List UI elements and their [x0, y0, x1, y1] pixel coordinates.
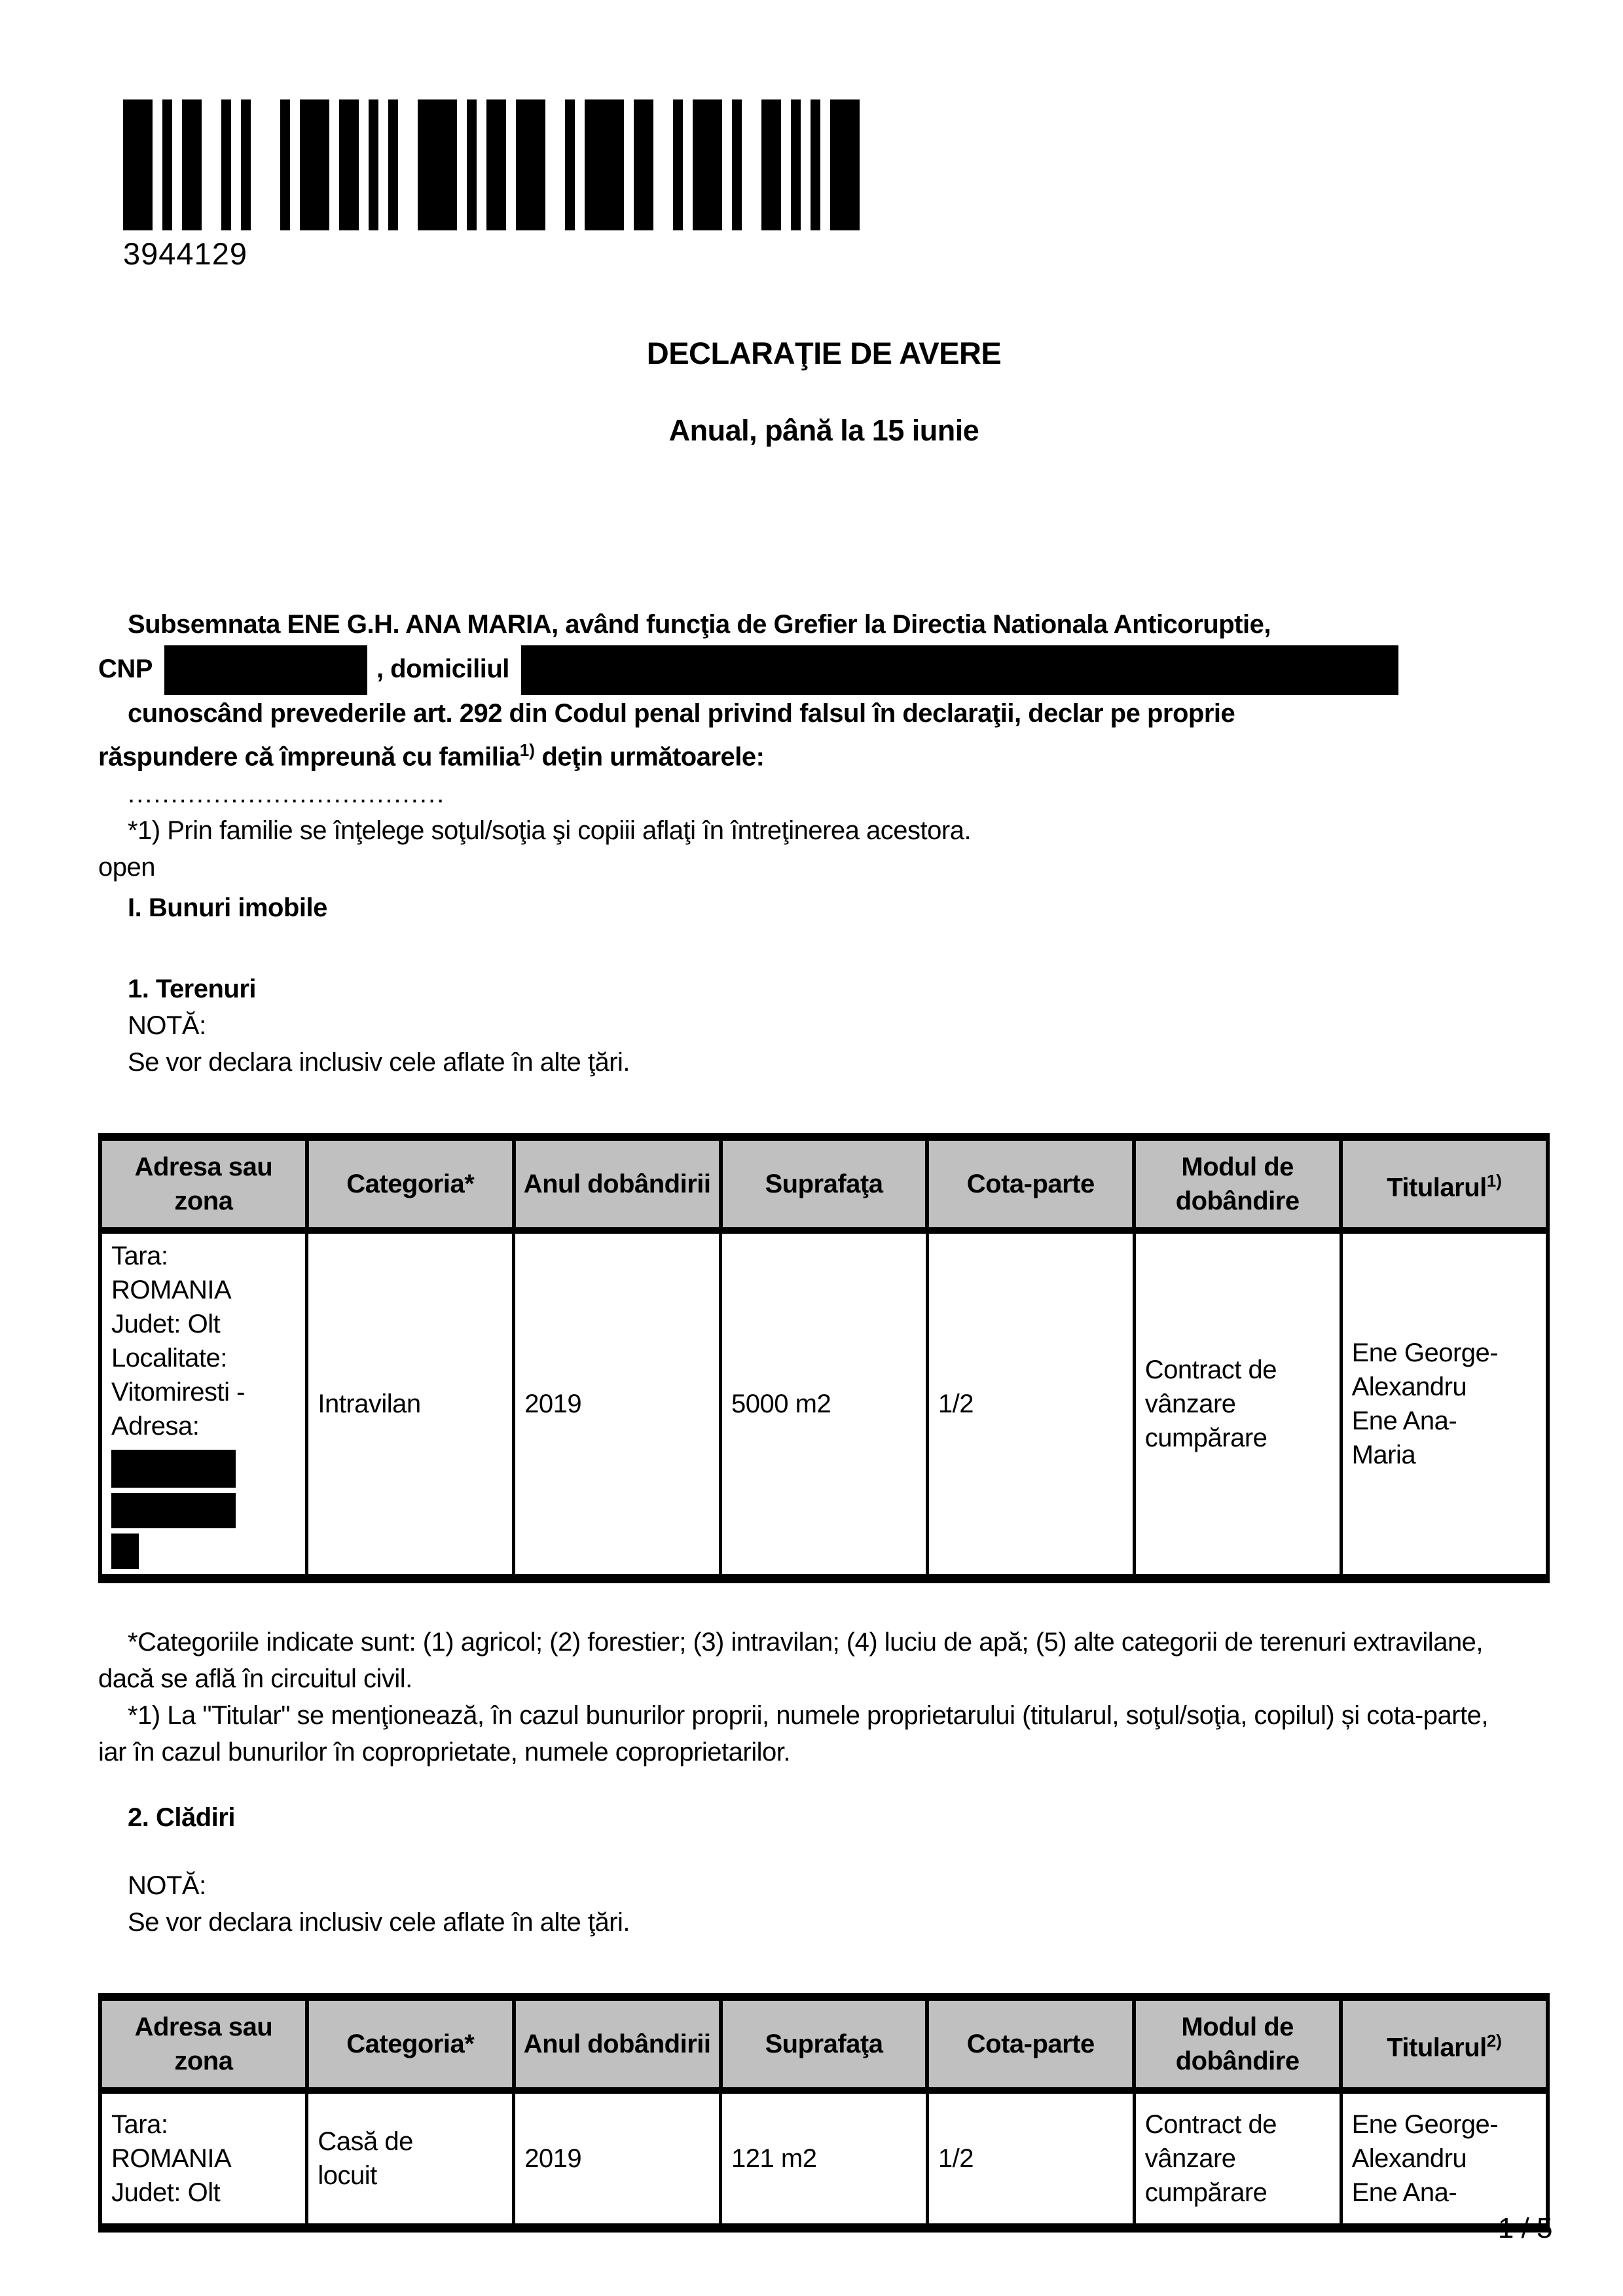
footnote-ref-titular-2: 2) — [1486, 2030, 1502, 2051]
cell-titular: Ene George-Alexandru Ene Ana-Maria — [1341, 1230, 1548, 1579]
nota-text-2: Se vor declara inclusiv cele aflate în alte ţări. — [128, 1907, 630, 1937]
dotted-line: ..................................... — [128, 779, 446, 808]
table-row — [100, 1230, 1548, 1579]
col-header-cota: Cota-parte — [927, 1137, 1134, 1230]
barcode-block — [123, 99, 1550, 272]
redaction-bar — [111, 1493, 236, 1528]
adresa-line: Judet: Olt — [111, 1309, 221, 1338]
col-header-adresa: Adresa sau zona — [100, 1997, 307, 2090]
adresa-line: Judet: Olt — [111, 2178, 221, 2207]
section-heading-bunuri-imobile: I. Bunuri imobile — [128, 893, 327, 922]
adresa-line: ROMANIA — [111, 1275, 232, 1304]
terenuri-table-header — [100, 1137, 1548, 1230]
footnote-ref-1: 1) — [519, 740, 535, 761]
col-header-adresa: Adresa sau zona — [100, 1137, 307, 1230]
redaction-bar — [111, 1534, 139, 1569]
cell-adresa — [100, 2090, 307, 2228]
intro-line-4 — [98, 732, 1550, 775]
cladiri-table-header — [100, 1997, 1548, 2090]
cell-mod: Contract de vânzare cumpărare — [1134, 2090, 1341, 2228]
document-subtitle: Anual, până la 15 iunie — [668, 414, 979, 447]
redaction-bar — [111, 1450, 236, 1488]
document-title: DECLARAŢIE DE AVERE — [646, 336, 1002, 370]
subsection-heading-cladiri: 2. Clădiri — [128, 1803, 235, 1832]
page-content — [0, 99, 1623, 2233]
nota-label: NOTĂ: — [128, 1011, 206, 1040]
redaction-bar-cnp — [164, 645, 367, 695]
nota-label-2: NOTĂ: — [128, 1871, 206, 1900]
footnote-titular: *1) La "Titular" se menţionează, în cazul bunurilor proprii, numele proprietarului (titularul, soţul/soţia, copilul) și cota-parte, iar în cazul bunurilor în coproprietate, numele coproprietarilor. — [98, 1700, 1488, 1767]
col-header-titular-text: Titularul — [1387, 2032, 1487, 2062]
col-header-titular — [1341, 1137, 1548, 1230]
col-header-mod: Modul de dobândire — [1134, 1997, 1341, 2090]
adresa-line: Vitomiresti - — [111, 1377, 245, 1407]
col-header-suprafata: Suprafaţa — [721, 1137, 928, 1230]
nota-text: Se vor declara inclusiv cele aflate în alte ţări. — [128, 1047, 630, 1077]
intro-line-4-text: răspundere că împreună cu familia — [98, 742, 520, 772]
terenuri-table — [98, 1133, 1550, 1583]
cell-anul: 2019 — [514, 1230, 721, 1579]
intro-line-4-tail: deţin următoarele: — [534, 742, 765, 772]
col-header-anul: Anul dobândirii — [514, 1997, 721, 2090]
table-row — [100, 2090, 1548, 2228]
cell-mod: Contract de vânzare cumpărare — [1134, 1230, 1341, 1579]
cell-cota: 1/2 — [927, 2090, 1134, 2228]
cell-suprafata: 5000 m2 — [721, 1230, 928, 1579]
col-header-categoria: Categoria* — [307, 1137, 514, 1230]
cladiri-table — [98, 1993, 1550, 2233]
adresa-line: Tara: — [111, 1241, 168, 1270]
intro-line-3: cunoscând prevederile art. 292 din Codul penal privind falsul în declaraţii, declar pe proprie — [128, 699, 1235, 728]
page-indicator: 1 / 5 — [1497, 2212, 1552, 2244]
redaction-bar-address — [521, 645, 1398, 695]
col-header-titular — [1341, 1997, 1548, 2090]
col-header-categoria: Categoria* — [307, 1997, 514, 2090]
col-header-cota: Cota-parte — [927, 1997, 1134, 2090]
footnote-ref-titular-1: 1) — [1486, 1170, 1502, 1191]
cell-titular: Ene George-Alexandru Ene Ana- — [1341, 2090, 1548, 2228]
table-footnotes — [98, 1624, 1550, 1770]
cell-categoria: Intravilan — [307, 1230, 514, 1579]
adresa-line: Adresa: — [111, 1411, 200, 1441]
intro-paragraph — [98, 606, 1550, 926]
adresa-line: ROMANIA — [111, 2144, 232, 2173]
cell-suprafata: 121 m2 — [721, 2090, 928, 2228]
col-header-anul: Anul dobândirii — [514, 1137, 721, 1230]
barcode-number: 3944129 — [123, 236, 247, 271]
cell-adresa — [100, 1230, 307, 1579]
subsection-heading-terenuri: 1. Terenuri — [128, 974, 257, 1003]
col-header-titular-text: Titularul — [1387, 1172, 1487, 1202]
adresa-line: Localitate: — [111, 1343, 227, 1372]
intro-line-2 — [98, 643, 1550, 695]
footnote-categories: *Categoriile indicate sunt: (1) agricol; (2) forestier; (3) intravilan; (4) luciu de apă; (5) alte categorii de terenuri extravilane, dacă se află în circuitul civil. — [98, 1627, 1484, 1693]
col-header-mod: Modul de dobândire — [1134, 1137, 1341, 1230]
col-header-suprafata: Suprafaţa — [721, 1997, 928, 2090]
adresa-line: Tara: — [111, 2109, 168, 2139]
cnp-label: CNP — [98, 655, 153, 683]
domiciliul-label: , domiciliul — [376, 655, 509, 683]
family-footnote: *1) Prin familie se înţelege soţul/soţia şi copiii aflaţi în întreţinerea acestora. — [128, 816, 972, 845]
cell-anul: 2019 — [514, 2090, 721, 2228]
intro-line-1: Subsemnata ENE G.H. ANA MARIA, având funcţia de Grefier la Directia Nationala Anticoruptie, — [128, 610, 1271, 639]
cell-cota: 1/2 — [927, 1230, 1134, 1579]
barcode — [123, 99, 886, 230]
open-text: open — [98, 852, 155, 882]
cell-categoria: Casă de locuit — [307, 2090, 514, 2228]
